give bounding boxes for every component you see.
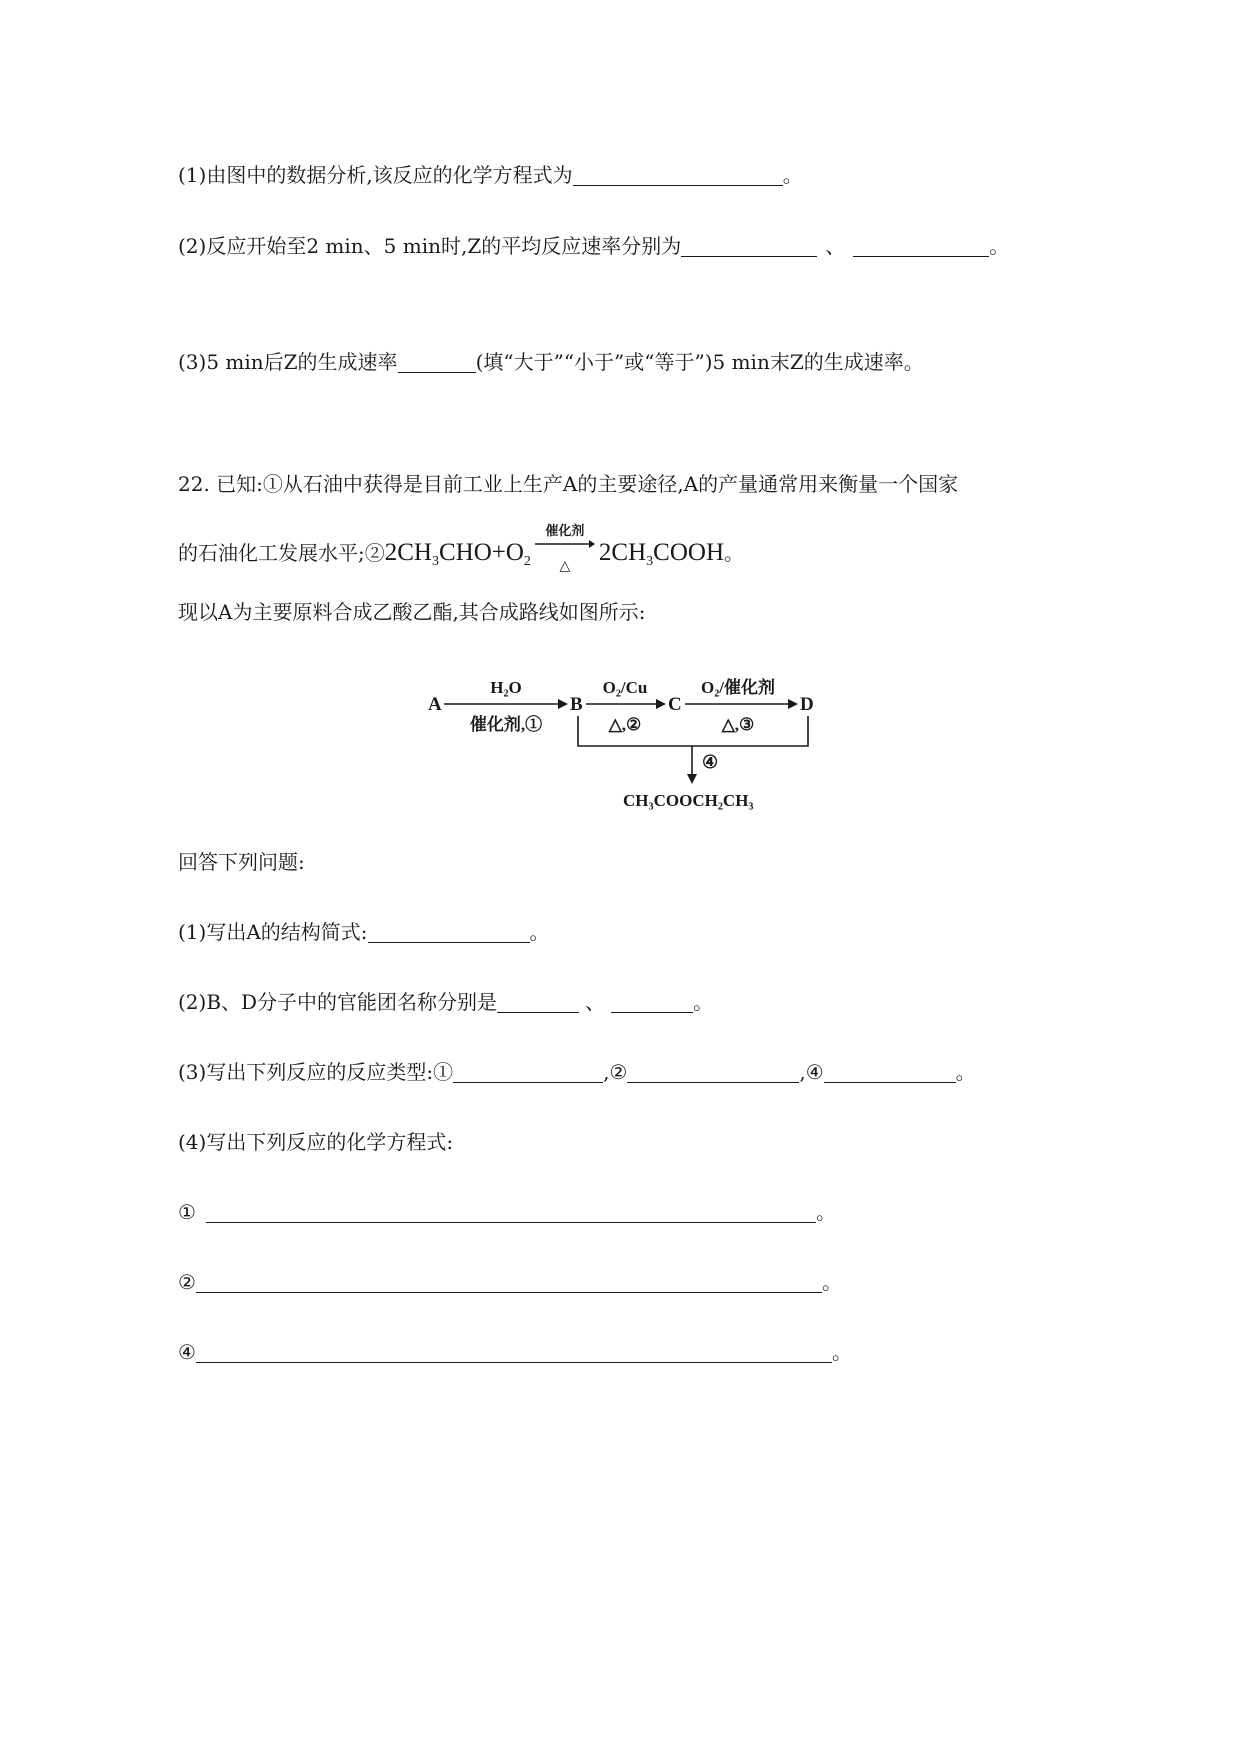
answer-blank[interactable] xyxy=(453,1062,603,1083)
punct: 。 xyxy=(529,920,550,944)
q22-line3: 现以A为主要原料合成乙酸乙酯,其合成路线如图所示: xyxy=(178,600,646,624)
answer-blank[interactable] xyxy=(196,1272,822,1293)
punct: 。 xyxy=(724,541,744,565)
step1-reagent: H₂O xyxy=(490,678,522,697)
q21-part3-text-b: (填“大于”“小于”或“等于”)5 min末Z的生成速率。 xyxy=(475,350,924,374)
answer-blank[interactable] xyxy=(206,1202,816,1223)
q22-sub2-text: (2)B、D分子中的官能团名称分别是 xyxy=(178,990,498,1014)
q21-part1-text: (1)由图中的数据分析,该反应的化学方程式为 xyxy=(178,163,573,187)
heat-label: △ xyxy=(559,558,571,574)
synthesis-route-diagram xyxy=(410,668,830,828)
arrowhead-4 xyxy=(687,774,697,784)
q22-sub2 xyxy=(178,988,713,1016)
arrowhead-3 xyxy=(788,699,798,709)
q22-line2-prefix: 的石油化工发展水平;② xyxy=(178,541,385,565)
equation-label: ① xyxy=(178,1200,196,1224)
q22-line1: 22. 已知:①从石油中获得是目前工业上生产A的主要途径,A的产量通常用来衡量一个国家 xyxy=(178,472,959,496)
catalyst-label: 催化剂 xyxy=(545,524,585,539)
q21-part2 xyxy=(178,232,1009,260)
answer-blank[interactable] xyxy=(497,992,579,1013)
product-label: CH₃COOCH₂CH₃ xyxy=(623,791,754,810)
answer-blank[interactable] xyxy=(573,165,783,186)
q22-sub4: (4)写出下列反应的化学方程式: xyxy=(178,1130,454,1154)
punct: 。 xyxy=(955,1060,976,1084)
answer-blank[interactable] xyxy=(196,1342,832,1363)
q22-line2 xyxy=(178,524,744,576)
q22-sub1 xyxy=(178,918,550,946)
q22-sub3-mark2: ,② xyxy=(603,1060,628,1084)
punct: 。 xyxy=(815,1200,836,1224)
punct: 、 xyxy=(825,234,846,258)
equation-left: $2CH_3CHO+O_2$ xyxy=(384,539,531,569)
q21-part3-text-a: (3)5 min后Z的生成速率 xyxy=(178,350,398,374)
step2-condition: △,② xyxy=(608,715,642,734)
punct: 。 xyxy=(989,234,1010,258)
punct: 。 xyxy=(693,990,714,1014)
node-B: B xyxy=(570,694,583,715)
equation-line-2 xyxy=(178,1268,842,1296)
answer-blank[interactable] xyxy=(627,1062,799,1083)
answer-blank[interactable] xyxy=(368,922,530,943)
q21-part2-text: (2)反应开始至2 min、5 min时,Z的平均反应速率分别为 xyxy=(178,234,682,258)
answer-blank[interactable] xyxy=(853,236,989,257)
punct: 。 xyxy=(831,1340,852,1364)
answer-blank[interactable] xyxy=(398,352,476,373)
step2-reagent: O₂/Cu xyxy=(602,678,648,697)
node-C: C xyxy=(668,694,682,715)
arrowhead-1 xyxy=(558,699,568,709)
equation-label: ② xyxy=(178,1270,196,1294)
step4-label: ④ xyxy=(702,752,719,772)
punct: 、 xyxy=(585,990,606,1014)
catalyst-arrow xyxy=(535,524,595,574)
punct: 。 xyxy=(821,1270,842,1294)
equation-label: ④ xyxy=(178,1340,196,1364)
step3-reagent: O₂/催化剂 xyxy=(700,678,776,697)
q22-sub3-text: (3)写出下列反应的反应类型:① xyxy=(178,1060,454,1084)
answer-blank[interactable] xyxy=(611,992,693,1013)
arrowhead-2 xyxy=(656,699,666,709)
equation-line-1 xyxy=(178,1198,836,1226)
step3-condition: △,③ xyxy=(721,715,755,734)
q22-sub3 xyxy=(178,1058,976,1086)
q21-part3 xyxy=(178,348,924,376)
q21-part1 xyxy=(178,161,803,189)
answer-prompt: 回答下列问题: xyxy=(178,850,305,874)
step1-condition: 催化剂,① xyxy=(469,715,543,734)
punct: 。 xyxy=(782,163,803,187)
answer-blank[interactable] xyxy=(824,1062,956,1083)
equation-right: $2CH_3COOH$ xyxy=(598,539,724,569)
q22-sub3-mark4: ,④ xyxy=(799,1060,824,1084)
q22-sub1-text: (1)写出A的结构简式: xyxy=(178,920,368,944)
equation-line-4 xyxy=(178,1338,852,1366)
node-A: A xyxy=(428,694,442,715)
answer-blank[interactable] xyxy=(681,236,817,257)
node-D: D xyxy=(800,694,814,715)
